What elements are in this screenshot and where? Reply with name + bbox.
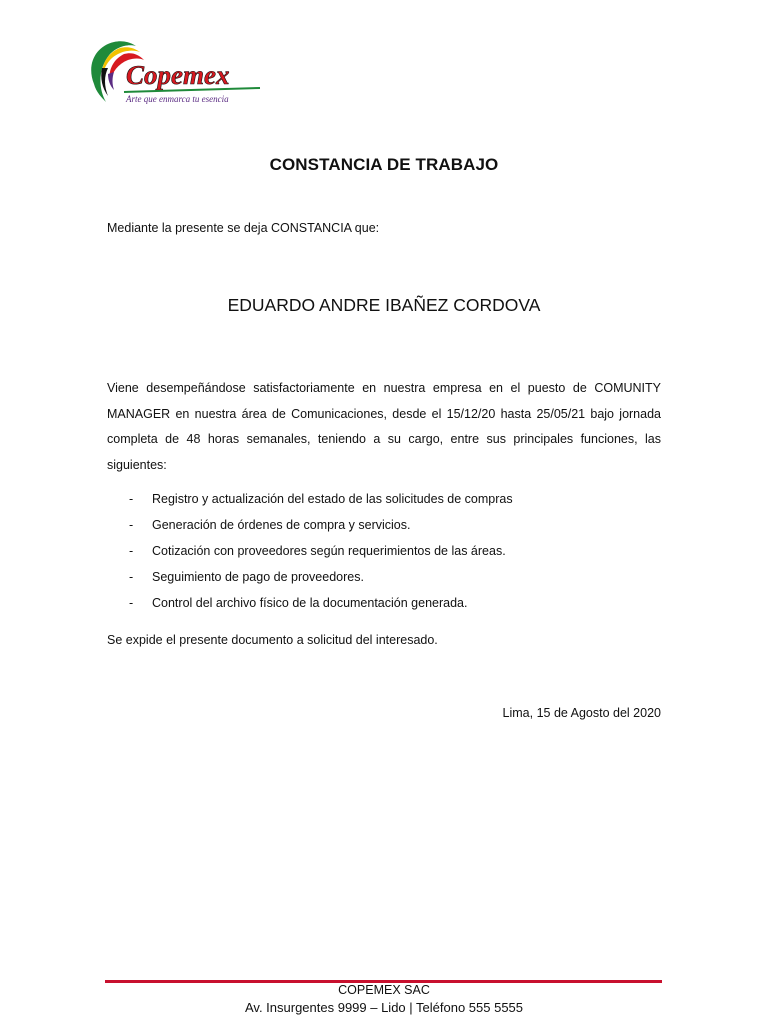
bullet-dash: - — [129, 492, 134, 506]
body-paragraph: Viene desempeñándose satisfactoriamente en nuestra empresa en el puesto de COMUNITY MANAGER en nuestra área de Comunicaciones, desde el 15/12/20 hasta 25/05/21 bajo jornada completa de 48 horas semanales, teniendo a su cargo, entre sus principales funciones, las siguientes: — [107, 381, 661, 472]
bullet-dash: - — [129, 570, 134, 584]
logo-wordmark: Copemex — [126, 60, 230, 90]
closing-text: Se expide el presente documento a solicitud del interesado. — [107, 633, 438, 647]
function-text: Registro y actualización del estado de las solicitudes de compras — [152, 492, 513, 506]
function-text: Seguimiento de pago de proveedores. — [152, 570, 364, 584]
bullet-dash: - — [129, 596, 134, 610]
list-item — [107, 490, 513, 516]
document-date: Lima, 15 de Agosto del 2020 — [502, 706, 661, 720]
function-text: Control del archivo físico de la documentación generada. — [152, 596, 468, 610]
list-item — [107, 568, 513, 594]
list-item — [107, 594, 513, 620]
copemex-logo-icon — [84, 38, 274, 108]
footer-company: COPEMEX SAC — [338, 983, 430, 997]
company-logo — [84, 38, 274, 108]
list-item — [107, 516, 513, 542]
footer-address: Av. Insurgentes 9999 – Lido | Teléfono 555 5555 — [244, 1000, 524, 1015]
list-item — [107, 542, 513, 568]
function-text: Cotización con proveedores según requerimientos de las áreas. — [152, 544, 506, 558]
functions-list — [107, 490, 513, 620]
intro-text: Mediante la presente se deja CONSTANCIA que: — [107, 221, 380, 235]
logo-tagline: Arte que enmarca tu esencia — [126, 94, 229, 104]
function-text: Generación de órdenes de compra y servicios. — [152, 518, 411, 532]
employee-name: EDUARDO ANDRE IBAÑEZ CORDOVA — [227, 295, 541, 315]
bullet-dash: - — [129, 518, 134, 532]
bullet-dash: - — [129, 544, 134, 558]
document-title: CONSTANCIA DE TRABAJO — [269, 155, 499, 174]
